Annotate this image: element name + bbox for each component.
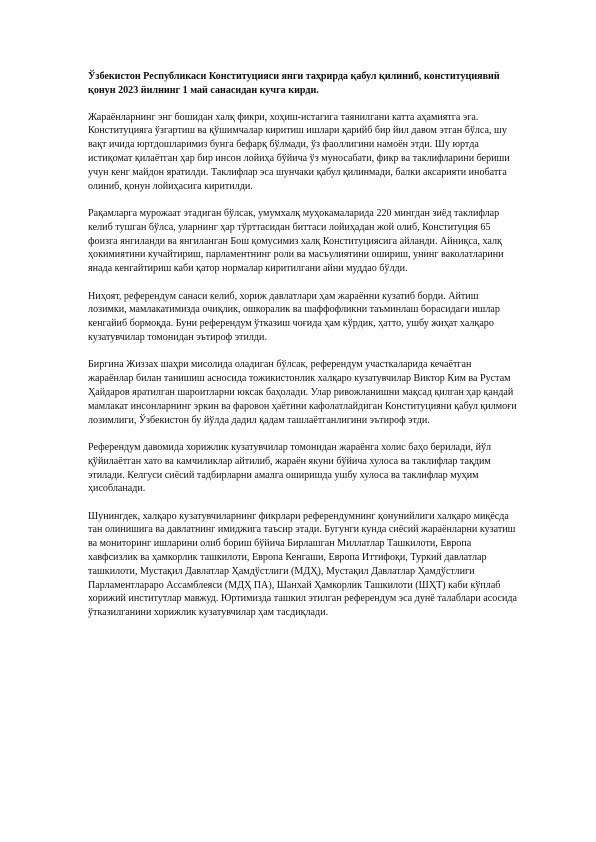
paragraph-6: Шунингдек, халқаро кузатувчиларнинг фикрлари референдумнинг қонунийлиги халқаро миқёсда тан олинишига ва давлатнинг имиджига таъсир этади. Бугунги кунда сиёсий жараёнларни кузатиш ва мониторинг ишларини олиб бориш бўйича Бирлашган Миллатлар Ташкилоти, Европа хавфсизлик ва ҳамкорлик ташкилоти, Европа Кенгаши, Европа Иттифоқи, Туркий давлатлар ташкилоти, Мустақил Давлатлар Ҳамдўстлиги (МДҲ), Мустақил Давлатлар Ҳамдўстлиги Парламентлараро Ассамблеяси (МДҲ ПА), Шанхай Ҳамкорлик Ташкилоти (ШҲТ) каби кўплаб хорижий институтлар мавжуд. Юртимизда ташкил этилган референдум эса дунё талаблари асосида ўтказилганини хорижлик кузатувчилар ҳам тасдиқлади.	[88, 510, 518, 619]
document-page	[88, 70, 518, 634]
paragraph-2: Рақамларга мурожаат этадиган бўлсак, умумхалқ муҳокамаларида 220 мингдан зиёд таклифлар келиб тушган бўлса, уларнинг ҳар тўрттасидан биттаси лойиҳадан жой олиб, Конституция 65 фоизга янгиланди ва янгиланган Бош қомусимиз халқ Конституциясига айланди. Айниқса, халқ ҳокимиятини кучайтириш, парламентнинг роли ва масъулиятини ошириш, унинг ваколатларини янада кенгайтириш каби қатор нормалар киритилгани айни муддао бўлди.	[88, 207, 504, 275]
paragraph-5: Референдум давомида хорижлик кузатувчилар томонидан жараёнга холис баҳо берилади, йўл қўйилаётган хато ва камчиликлар айтилиб, жараён якуни бўйича хулоса ва таклифлар тақдим этилади. Келгуси сиёсий тадбирларни амалга оширишда ушбу хулоса ва таклифлар муҳим ҳисобланади.	[88, 441, 492, 495]
paragraph-4: Биргина Жиззах шаҳри мисолида оладиган бўлсак, референдум участкаларида кечаётган жараёнлар билан танишиш асносида тожикистонлик халқаро кузатувчилар Виктор Ким ва Рустам Ҳайдаров яратилган шароитларни юксак баҳолади. Улар ривожланишни мақсад қилган ҳар қандай мамлакат инсонларнинг эркин ва фаровон ҳаётини кафолатлайдиган Конституцияни қабул қилмоғи лозимлиги, Ўзбекистон бу йўлда дадил қадам ташлаётганлигини эътироф этди.	[88, 359, 517, 426]
document-heading: Ўзбекистон Республикаси Конституцияси янги таҳрирда қабул қилиниб, конституциявий қонун 2023 йилнинг 1 май санасидан кучга кирди.	[88, 71, 500, 96]
paragraph-3: Ниҳоят, референдум санаси келиб, хориж давлатлари ҳам жараённи кузатиб борди. Айтиш лозимки, мамлакатимизда очиқлик, ошкоралик ва шаффофликни таъминлаш борасидаги ишлар кенгайиб бормоқда. Буни референдум ўтказиш чоғида ҳам кўрдик, ҳатто, ушбу жиҳат халқаро кузатувчилар томонидан эътироф этилди.	[88, 290, 500, 343]
paragraph-1: Жараёнларнинг энг бошидан халқ фикри, хоҳиш-истагига таянилгани катта аҳамиятга эга. Конституцияга ўзгартиш ва қўшимчалар киритиш ишлари қарийб бир йил давом этган бўлса, шу вақт ичида юртдошларимиз бунга бефарқ бўлмади, ўз фаоллигини намоён этди. Шу юртда истиқомат қилаётган ҳар бир инсон лойиҳа бўйича ўз муносабати, фикр ва таклифларини бериши учун кенг майдон яратилди. Таклифлар эса шунчаки қабул қилинмади, балки аксарияти инобатга олиниб, қонун лойиҳасига киритилди.	[88, 111, 510, 192]
